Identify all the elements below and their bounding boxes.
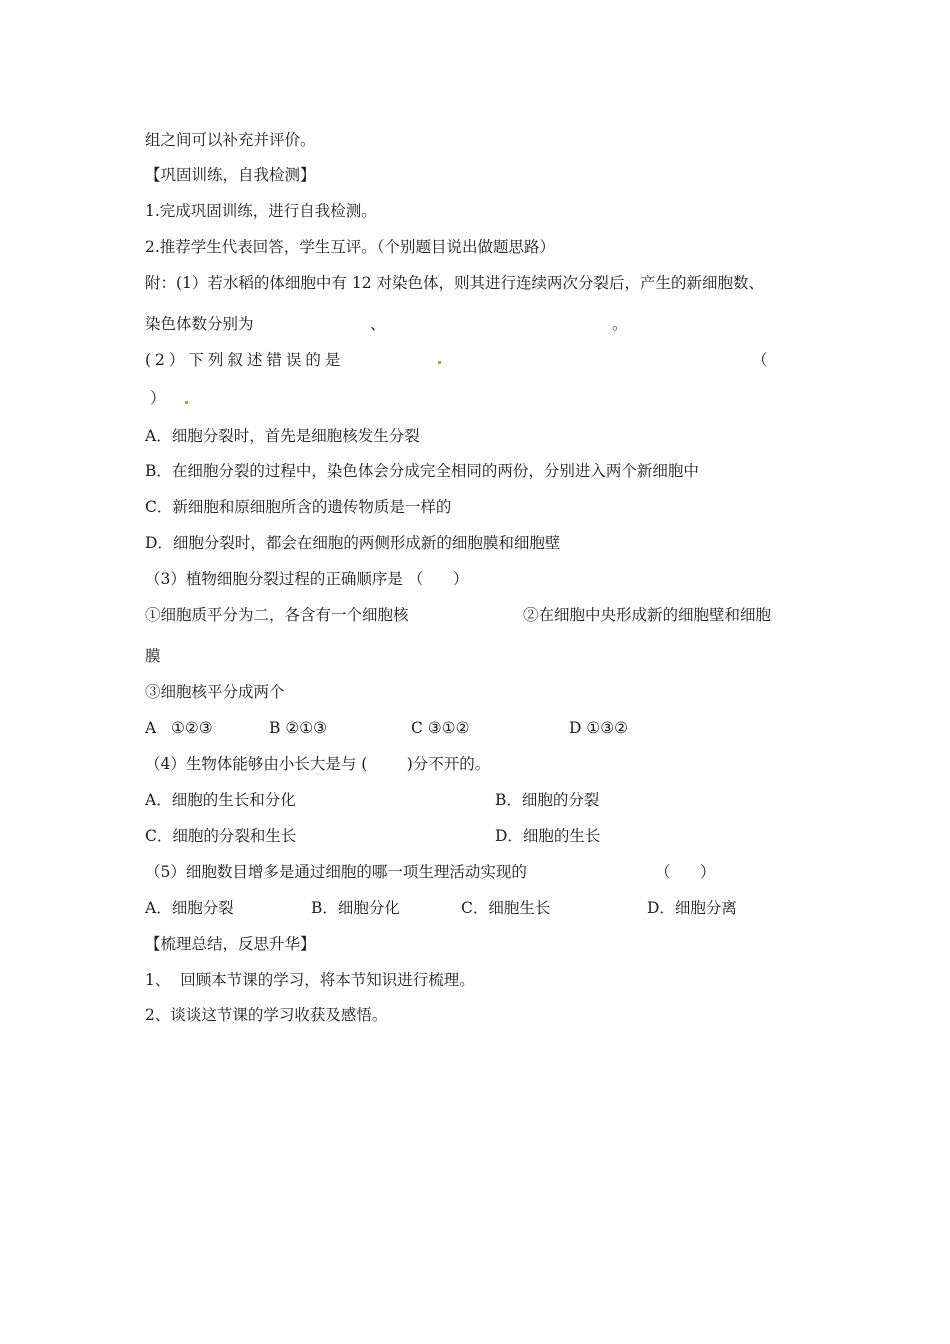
blank-separator: 、 xyxy=(370,315,386,333)
sentence-end: 。 xyxy=(612,315,628,333)
step-1: ①细胞质平分为二，各含有一个细胞核 xyxy=(145,606,409,624)
section-heading: 【巩固训练，自我检测】 xyxy=(145,166,316,184)
text-line: 组之间可以补充并评价。 xyxy=(145,131,316,149)
stray-dot xyxy=(438,361,441,364)
option-c: C．细胞生长 xyxy=(461,899,551,917)
option-b: B．在细胞分裂的过程中，染色体会分成完全相同的两份，分别进入两个新细胞中 xyxy=(145,462,699,480)
option-d: D．细胞的生长 xyxy=(495,827,601,845)
question-1-cont: 染色体数分别为 xyxy=(145,315,254,333)
question-5: （5）细胞数目增多是通过细胞的哪一项生理活动实现的 xyxy=(145,863,527,881)
question-3: （3）植物细胞分裂过程的正确顺序是 （ ） xyxy=(145,570,469,588)
choice-c: C ③①② xyxy=(411,719,470,737)
question-1: 附：(1）若水稻的体细胞中有 12 对染色体，则其进行连续两次分裂后，产生的新细胞数、 xyxy=(145,274,764,292)
question-4: （4）生物体能够由小长大是与 ( )分不开的。 xyxy=(145,755,491,773)
choice-d: D ①③② xyxy=(569,719,629,737)
option-c: C．细胞的分裂和生长 xyxy=(145,827,297,845)
text-line: 1、 回顾本节课的学习，将本节知识进行梳理。 xyxy=(145,971,475,989)
step-2: ②在细胞中央形成新的细胞壁和细胞 xyxy=(523,606,772,624)
answer-paren-close: ） xyxy=(150,389,166,407)
option-c: C．新细胞和原细胞所含的遗传物质是一样的 xyxy=(145,498,452,516)
choice-b: B ②①③ xyxy=(269,719,328,737)
section-heading: 【梳理总结，反思升华】 xyxy=(145,935,316,953)
text-line: 2.推荐学生代表回答，学生互评。（个别题目说出做题思路） xyxy=(145,238,556,256)
text-line: 1.完成巩固训练，进行自我检测。 xyxy=(145,202,377,220)
option-a: A．细胞分裂时，首先是细胞核发生分裂 xyxy=(145,427,420,445)
option-a: A．细胞分裂 xyxy=(145,899,234,917)
question-2: (2）下列叙述错误的是 xyxy=(145,351,345,369)
answer-paren: （ ） xyxy=(655,863,716,881)
option-b: B．细胞的分裂 xyxy=(495,791,600,809)
option-a: A．细胞的生长和分化 xyxy=(145,791,296,809)
choice-a: A ①②③ xyxy=(145,719,213,737)
text-line: 2、谈谈这节课的学习收获及感悟。 xyxy=(145,1006,388,1024)
step-2-cont: 膜 xyxy=(145,647,161,665)
stray-dot xyxy=(185,401,188,404)
step-3: ③细胞核平分成两个 xyxy=(145,683,285,701)
option-b: B．细胞分化 xyxy=(311,899,400,917)
answer-paren-open: （ xyxy=(752,351,768,369)
option-d: D．细胞分裂时，都会在细胞的两侧形成新的细胞膜和细胞壁 xyxy=(145,534,561,552)
option-d: D．细胞分离 xyxy=(647,899,737,917)
